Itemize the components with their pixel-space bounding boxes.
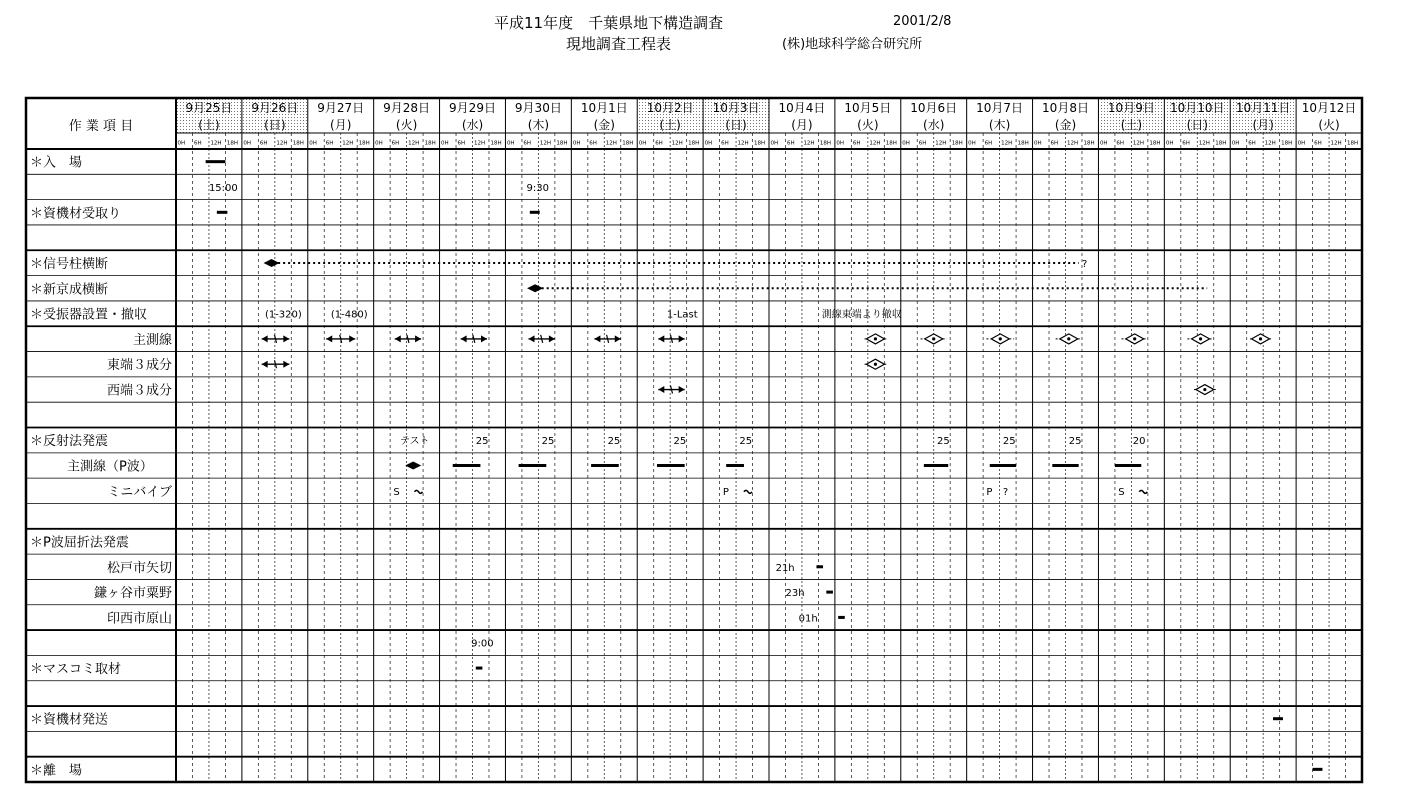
day-of-week: (月) — [330, 118, 352, 132]
hour-label: 6H — [391, 140, 400, 147]
schedule-bar — [530, 211, 540, 214]
row-label: ＊資機材受取り — [30, 206, 122, 222]
hour-label: 18H — [292, 140, 304, 147]
schedule-annotation: 9:00 — [471, 638, 494, 650]
install-arrow — [262, 335, 290, 343]
hour-label: 0H — [572, 140, 581, 147]
hour-label: 12H — [1264, 140, 1276, 147]
minivib-squiggle — [415, 490, 423, 493]
row-label: 東端３成分 — [106, 358, 172, 374]
day-date: 9月27日 — [317, 101, 365, 115]
schedule-bar — [838, 616, 845, 619]
row-label: ＊信号柱横断 — [30, 256, 109, 272]
hour-label: 0H — [704, 140, 713, 147]
recovery-arrow — [1187, 334, 1213, 344]
day-of-week: (金) — [1054, 118, 1077, 132]
hour-label: 12H — [210, 140, 222, 147]
day-of-week: (火) — [857, 118, 879, 132]
hour-label: 18H — [1083, 140, 1095, 147]
hour-label: 6H — [193, 140, 202, 147]
day-date: 10月10日 — [1170, 101, 1225, 115]
hour-label: 18H — [1017, 140, 1029, 147]
day-of-week: (火) — [395, 118, 418, 132]
hour-label: 18H — [819, 140, 832, 147]
hour-label: 18H — [1281, 140, 1293, 147]
schedule-annotation: 9:30 — [526, 182, 549, 194]
day-date: 10月11日 — [1235, 101, 1291, 115]
row-label: 主測線（P波） — [67, 459, 153, 475]
schedule-bar — [206, 160, 226, 163]
hour-label: 6H — [1182, 140, 1190, 147]
row-label: 西端３成分 — [106, 383, 172, 399]
hour-label: 18H — [358, 140, 370, 147]
hour-label: 6H — [721, 140, 729, 147]
hour-label: 12H — [737, 140, 749, 147]
recovery-arrow — [1056, 334, 1082, 344]
schedule-annotation: P — [986, 486, 993, 498]
row-label: ＊マスコミ取材 — [30, 662, 122, 678]
crossing-diamond — [405, 462, 421, 470]
schedule-annotation: 25 — [1002, 436, 1016, 448]
install-arrow — [461, 335, 487, 343]
day-date: 10月6日 — [910, 101, 958, 115]
hour-label: 12H — [474, 140, 486, 147]
hour-label: 12H — [276, 140, 288, 147]
hour-label: 0H — [770, 140, 779, 147]
hour-label: 12H — [1001, 140, 1013, 147]
hour-label: 12H — [803, 140, 815, 147]
install-arrow — [529, 335, 555, 343]
day-of-week: (火) — [1318, 118, 1340, 132]
row-label: ＊反射法発震 — [30, 434, 109, 450]
recovery-arrow — [921, 334, 947, 344]
day-date: 9月29日 — [449, 101, 496, 115]
hour-label: 0H — [309, 140, 317, 147]
hour-label: 6H — [852, 140, 861, 147]
hour-label: 12H — [605, 140, 617, 147]
day-of-week: (月) — [791, 118, 813, 132]
crossing-diamond — [264, 259, 280, 267]
day-of-week: (木) — [527, 118, 550, 132]
day-date: 9月25日 — [185, 101, 233, 115]
day-of-week: (水) — [461, 118, 484, 132]
row-label: ＊P波屈折法発震 — [30, 535, 129, 551]
hour-label: 6H — [786, 140, 795, 147]
hour-label: 0H — [968, 140, 976, 147]
schedule-annotation: P — [722, 486, 729, 498]
hour-label: 6H — [523, 140, 532, 147]
hour-label: 18H — [754, 140, 766, 147]
install-arrow — [658, 386, 684, 394]
day-date: 10月5日 — [844, 101, 892, 115]
day-date: 10月1日 — [580, 101, 628, 115]
hour-label: 12H — [342, 140, 354, 147]
day-date: 10月7日 — [976, 101, 1024, 115]
schedule-bar — [1313, 768, 1323, 771]
corner-label: 作 業 項 目 — [68, 119, 134, 134]
schedule-annotation: 測線東端より撤収 — [821, 309, 902, 321]
day-of-week: (金) — [593, 118, 615, 132]
schedule-annotation: 25 — [475, 436, 489, 448]
day-of-week: (月) — [1252, 118, 1274, 132]
hour-label: 0H — [375, 140, 383, 147]
crossing-diamond — [527, 284, 543, 292]
hour-label: 6H — [259, 140, 268, 147]
schedule-annotation: (1-480) — [330, 309, 368, 321]
schedule-annotation: 23h — [785, 588, 805, 600]
schedule-annotation: 25 — [541, 436, 555, 448]
hour-label: 0H — [902, 140, 910, 147]
day-of-week: (土) — [198, 118, 220, 132]
hour-label: 6H — [984, 140, 993, 147]
schedule-annotation: (1-320) — [264, 309, 302, 321]
hour-label: 18H — [424, 140, 436, 147]
hour-label: 18H — [226, 140, 239, 147]
hour-label: 6H — [1116, 140, 1125, 147]
hour-label: 6H — [655, 140, 663, 147]
schedule-bar — [476, 667, 483, 670]
schedule-bar — [1052, 464, 1078, 467]
row-label: 主測線 — [132, 332, 172, 348]
schedule-annotation: 25 — [1068, 436, 1082, 448]
recovery-arrow — [986, 334, 1014, 344]
day-of-week: (土) — [1120, 118, 1143, 132]
table-frame — [26, 98, 1362, 782]
schedule-bar — [657, 464, 685, 467]
hour-label: 6H — [325, 140, 334, 147]
install-arrow — [594, 335, 620, 343]
row-label: 松戸市矢切 — [106, 560, 172, 576]
schedule-annotation: 25 — [739, 436, 753, 448]
day-of-week: (日) — [1186, 118, 1208, 132]
row-label: 鎌ヶ谷市粟野 — [93, 586, 172, 602]
schedule-annotation: ? — [1002, 486, 1009, 498]
recovery-arrow — [1250, 334, 1271, 344]
schedule-bar — [1273, 717, 1283, 720]
hour-label: 0H — [243, 140, 252, 147]
hour-label: 6H — [1050, 140, 1059, 147]
day-date: 10月12日 — [1301, 101, 1357, 115]
hour-label: 18H — [1149, 140, 1161, 147]
row-label: ＊資機材発送 — [30, 712, 109, 728]
schedule-annotation: S — [393, 486, 400, 498]
hour-label: 12H — [408, 140, 420, 147]
row-label: ＊入 場 — [30, 155, 83, 171]
day-of-week: (日) — [264, 118, 286, 132]
hour-label: 6H — [1248, 140, 1256, 147]
schedule-annotation: 25 — [937, 436, 950, 448]
hour-label: 0H — [1099, 140, 1108, 147]
schedule-annotation: 21h — [775, 562, 795, 574]
hour-label: 0H — [1231, 140, 1240, 147]
schedule-annotation: S — [1118, 486, 1125, 498]
schedule-bar — [924, 464, 948, 467]
schedule-title: 平成11年度 千葉県地下構造調査 — [494, 14, 724, 32]
hour-label: 12H — [1198, 140, 1210, 147]
hour-label: 0H — [441, 140, 449, 147]
day-date: 10月3日 — [712, 101, 760, 115]
hour-label: 0H — [1034, 140, 1042, 147]
row-label: 印西市原山 — [106, 611, 172, 627]
schedule-bar — [726, 464, 744, 467]
row-label: ＊受振器設置・撤収 — [30, 307, 148, 323]
day-date: 10月2日 — [646, 101, 694, 115]
day-date: 10月4日 — [778, 101, 826, 115]
schedule-bar — [453, 464, 481, 467]
schedule-bar — [591, 464, 619, 467]
hour-label: 12H — [671, 140, 683, 147]
hour-label: 18H — [688, 140, 700, 147]
hour-label: 18H — [556, 140, 568, 147]
install-arrow — [395, 335, 421, 343]
row-label: ＊離 場 — [30, 763, 83, 779]
schedule-annotation: 25 — [673, 436, 687, 448]
hour-label: 18H — [1347, 140, 1359, 147]
hour-label: 12H — [1330, 140, 1342, 147]
schedule-bar — [519, 464, 547, 467]
hour-label: 12H — [869, 140, 881, 147]
hour-label: 18H — [951, 140, 963, 147]
schedule-bar — [990, 464, 1016, 467]
schedule-annotation: 25 — [607, 436, 621, 448]
day-of-week: (木) — [988, 118, 1011, 132]
schedule-annotation: 15:00 — [208, 182, 238, 194]
day-of-week: (日) — [725, 118, 747, 132]
document-date: 2001/2/8 — [893, 14, 952, 29]
minivib-squiggle — [1139, 490, 1147, 493]
recovery-arrow — [1122, 334, 1148, 344]
day-of-week: (土) — [659, 118, 681, 132]
hour-label: 12H — [539, 140, 552, 147]
company-name: (株)地球科学総合研究所 — [782, 37, 923, 52]
schedule-annotation: テスト — [400, 436, 430, 448]
day-date: 9月28日 — [383, 101, 431, 115]
recovery-arrow — [865, 359, 887, 369]
day-date: 10月8日 — [1042, 101, 1089, 115]
hour-label: 0H — [836, 140, 845, 147]
hour-label: 18H — [490, 140, 502, 147]
schedule-annotation: 1-Last — [666, 309, 698, 321]
hour-label: 0H — [506, 140, 515, 147]
hour-label: 12H — [1067, 140, 1079, 147]
day-date: 9月30日 — [514, 101, 562, 115]
hour-label: 18H — [1215, 140, 1227, 147]
hour-label: 0H — [1165, 140, 1174, 147]
schedule-subtitle: 現地調査工程表 — [566, 35, 672, 53]
day-date: 10月9日 — [1107, 101, 1155, 115]
hour-label: 6H — [918, 140, 927, 147]
schedule-annotation: ? — [1081, 258, 1088, 270]
hour-label: 18H — [622, 140, 634, 147]
install-arrow — [262, 360, 290, 368]
row-label: ＊新京成横断 — [30, 282, 109, 298]
minivib-squiggle — [744, 490, 752, 493]
schedule-bar — [826, 591, 833, 594]
hour-label: 0H — [638, 140, 647, 147]
hour-label: 6H — [1314, 140, 1322, 147]
hour-label: 0H — [177, 140, 186, 147]
schedule-bar — [1115, 464, 1141, 467]
schedule-annotation: 20 — [1132, 436, 1146, 448]
hour-label: 6H — [457, 140, 466, 147]
row-label: ミニバイブ — [107, 484, 172, 500]
day-of-week: (水) — [923, 118, 945, 132]
hour-label: 0H — [1297, 140, 1306, 147]
hour-label: 12H — [935, 140, 947, 147]
schedule-annotation: 01h — [798, 613, 818, 625]
schedule-bar — [816, 565, 823, 568]
schedule-bar — [217, 211, 228, 214]
day-date: 9月26日 — [251, 101, 299, 115]
hour-label: 6H — [589, 140, 597, 147]
install-arrow — [658, 335, 684, 343]
hour-label: 18H — [885, 140, 897, 147]
hour-label: 12H — [1132, 140, 1145, 147]
